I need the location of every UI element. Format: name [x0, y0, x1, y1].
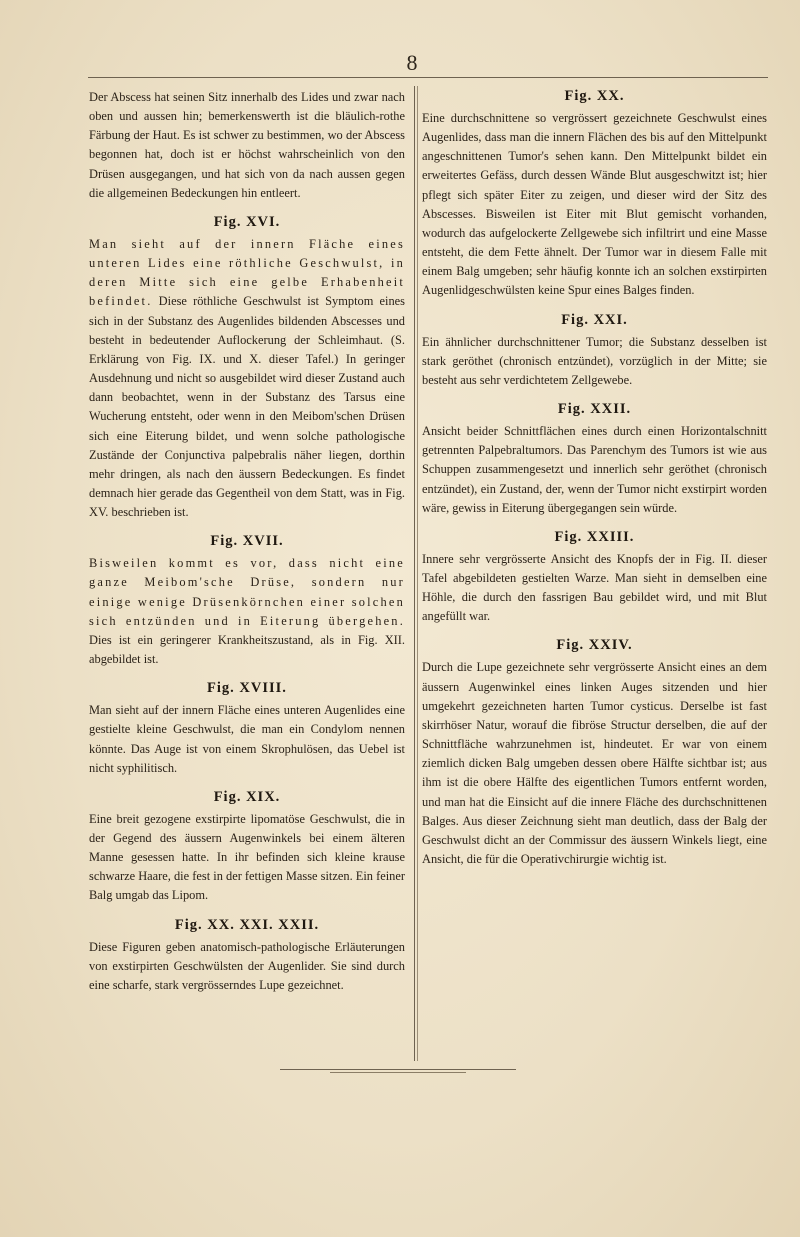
paragraph-fig-xxiii: Innere sehr vergrösserte Ansicht des Knopfs der in Fig. II. dieser Tafel abgebildeten gestielten Warze. Man sieht in demselben eine Höhle, die durch den fassrigen Bau gebildet wird, und mit Blut angefüllt war.: [422, 551, 767, 624]
figure-heading-xviii: Fig. XVIII.: [207, 680, 287, 697]
figure-heading-xxi: Fig. XXI.: [561, 311, 628, 328]
left-column: [89, 88, 405, 995]
paragraph-body: Diese röthliche Geschwulst ist Symptom eines sich in der Substanz des Augenlides bildenden Abscesses und besteht in bedeutender Auflockerung der Schleimhaut. (S. Erklärung von Fig. IX. und X. dieser Tafel.) In geringer Ausdehnung und nicht so ausgebildet wird dieser Zustand auch dann beobachtet, wenn in der Substanz des Tarsus eine Wucherung entsteht, oder wenn in den Meibom'schen Drüsen sich eine Eiterung bildet, und wenn solche pathologische Zustände der Conjunctiva palpebralis näher liegen, dorthin mehr dringen, als nach den äussern Bedeckungen. Es findet demnach hier gerade das Gegentheil von dem Statt, was in Fig. XV. beschrieben ist.: [89, 294, 405, 520]
figure-heading-xxiii: Fig. XXIII.: [554, 528, 635, 545]
closing-rule: [280, 1069, 516, 1070]
spaced-intro: Man sieht auf der innern Fläche eines unteren Lides eine röthliche Geschwulst, in deren Mitte sich eine gelbe Erhabenheit befindet.: [89, 236, 405, 309]
figure-heading-xx: Fig. XX.: [564, 88, 625, 104]
paragraph-fig-xx-xxii: Diese Figuren geben anatomisch-pathologische Erläuterungen von exstirpirten Geschwülsten der Augenlider. Sie sind durch eine scharfe, stark vergrösserndes Lupe gezeichnet.: [89, 939, 405, 992]
paragraph-abscess-continued: Der Abscess hat seinen Sitz innerhalb des Lides und zwar nach oben und aussen hin; bemerkenswerth ist die bläulich-rothe Färbung der Haut. Es ist schwer zu bestimmen, wo der Abscess begonnen hat, doch ist er höchst wahrscheinlich von den Drüsen ausgegangen, und hat sich von da nach aussen gegen die allgemeinen Bedeckungen hin entleert.: [89, 90, 405, 200]
paragraph-fig-xviii: Man sieht auf der innern Fläche eines unteren Augenlides eine gestielte kleine Geschwulst, die man ein Condylom nennen könnte. Das Auge ist von einem Skrophulösen, das Uebel ist nicht syphilitisch.: [89, 703, 405, 775]
figure-heading-xx-xxi-xxii: Fig. XX. XXI. XXII.: [174, 916, 320, 933]
figure-heading-xvi: Fig. XVI.: [213, 213, 281, 230]
paragraph-fig-xxiv: Durch die Lupe gezeichnete sehr vergrösserte Ansicht eines an dem äussern Augenwinkel eines linken Auges sitzenden und hier umgekehrt gezeichneten harten Tumor cysticus. Derselbe ist fast skirrhöser Natur, worauf die fibröse Structur derselben, die auf der Schnittfläche wahrzunehmen ist, hindeutet. Er war von einem ziemlich dicken Balg umgeben dessen obere Hälfte sichtbar ist; aus ihm ist die obere Hälfte des eigentlichen Tumors entfernt worden, und man hat die Einsicht auf die innere Fläche des durchschnittenen Balges. Aus dieser Zeichnung sieht man deutlich, dass der Balg der Geschwulst dicht an der Commissur des äussern Winkels liegt, eine Ansicht, die für die Operativchirurgie wichtig ist.: [422, 660, 767, 866]
figure-heading-xix: Fig. XIX.: [213, 788, 281, 805]
page-number: 8: [406, 50, 418, 75]
figure-heading-xxiv: Fig. XXIV.: [556, 637, 633, 654]
closing-rule-short: [330, 1072, 466, 1073]
right-column: [422, 88, 767, 869]
figure-heading-xxii: Fig. XXII.: [557, 401, 632, 418]
header-rule: [88, 77, 768, 78]
paragraph-fig-xvii: [89, 554, 405, 669]
figure-heading-xvii: Fig. XVII.: [210, 533, 284, 550]
paragraph-fig-xx: Eine durchschnittene so vergrössert gezeichnete Geschwulst eines Augenlides, dass man die innern Flächen des bis auf den Mittelpunkt angeschnittenen Tumor's sehen kann. Den Mittelpunkt bildet ein erweitertes Gefäss, durch dessen Wände Blut ausgeschwitzt ist; hier pflegt sich später Eiter zu zeigen, und dieser wird der Sitz des Abscesses. Bisweilen ist Eiter mit Blut gemischt vorhanden, wodurch das aufgelockerte Zellgewebe sich infiltrirt und eine Masse entsteht, die dem Fette ähnelt. Der Tumor war in diesem Falle mit einem Balg umgeben; sehr häufig konnte ich an solchen exstirpirten Augenlidgeschwülsten keine Spur eines Balges finden.: [422, 111, 767, 298]
paragraph-fig-xxii: Ansicht beider Schnittflächen eines durch einen Horizontalschnitt getrennten Palpebraltumors. Das Parenchym des Tumors ist wie aus Schuppen zusammengesetzt und innerlich sehr geröthet (chronisch entzündet), ein Zustand, der, wenn der Tumor nicht exstirpirt worden wäre, gewiss in Eiterung übergegangen sein würde.: [422, 424, 767, 515]
paragraph-fig-xix: Eine breit gezogene exstirpirte lipomatöse Geschwulst, die in der Gegend des äussern Augenwinkels bei einem älteren Manne gesessen hatte. In ihr befinden sich kleine krause schwarze Haare, die fest in der fettigen Masse sitzen. Ein feiner Balg umgab das Lipom.: [89, 811, 405, 903]
paragraph-body: Dies ist ein geringerer Krankheitszustand, als in Fig. XII. abgebildet ist.: [89, 632, 405, 667]
column-divider: [414, 86, 418, 1061]
spaced-intro: Bisweilen kommt es vor, dass nicht eine ganze Meibom'sche Drüse, sondern nur einige wenige Drüsenkörnchen einer solchen sich entzünden und in Eiterung übergehen.: [89, 556, 405, 628]
paragraph-fig-xvi: [89, 235, 405, 522]
paragraph-fig-xxi: Ein ähnlicher durchschnittener Tumor; die Substanz desselben ist stark geröthet (chronisch entzündet), vorzüglich in der Mitte; sie besteht aus sehr verdichtetem Zellgewebe.: [422, 334, 767, 387]
